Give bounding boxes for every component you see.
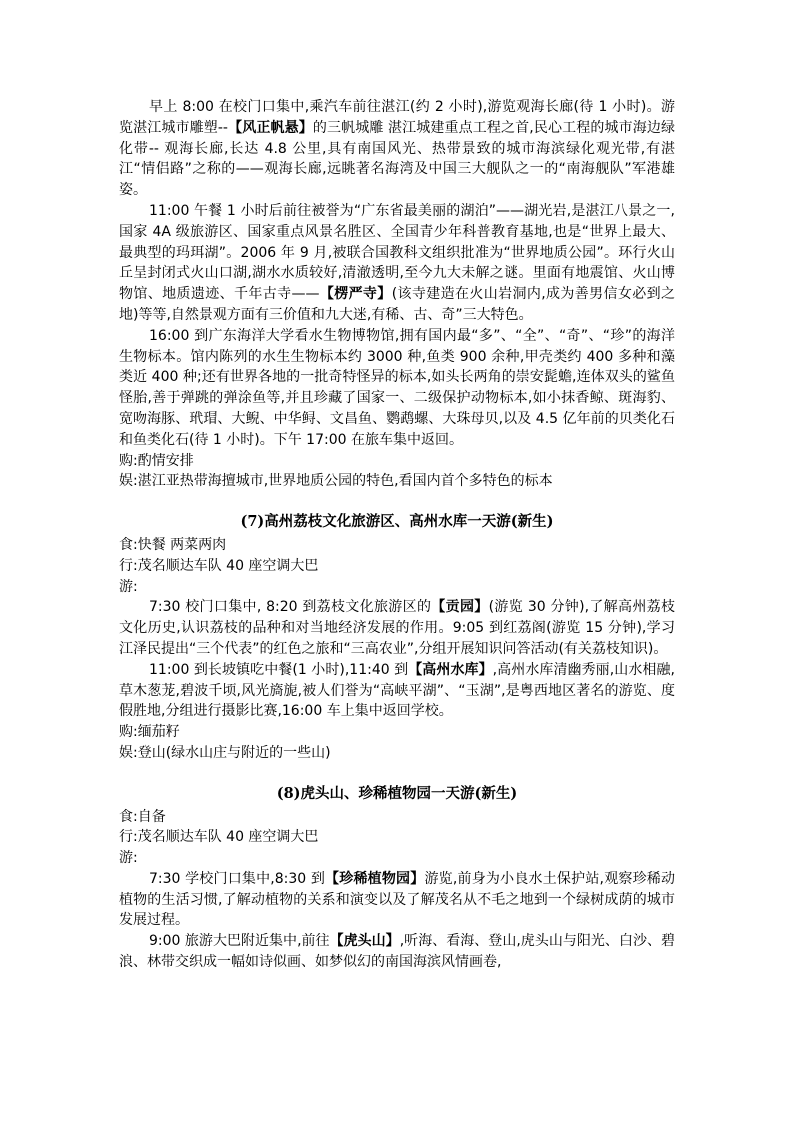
text: 11:00 午餐 1 小时后前往被誉为“广东省最美丽的湖泊”——湖光岩,是湛江八景之一,国家 4A 级旅游区、国家重点风景名胜区、全国青少年科普教育基地,也是“世界上最大、最典型的玛珥湖”。2006 年 9 月,被联合国教科文组织批准为“世界地质公园”。环行火山丘呈封闭式火山口湖,湖水水质较好,清澈透明,至今九大未解之谜。里面有地震馆、火山博物馆、地质遗迹、千年古寺—— — [119, 202, 675, 303]
text: 的三帆城雕 湛江城建重点工程之首,民心工程的城市海边绿化带-- 观海长廊,长达 4.8 公里,具有南国风光、热带景致的城市海滨绿化观光带,有湛江“情侣路”之称的——观海长廊,远眺著名海湾及中国三大舰队之一的“南海舰队”军港雄姿。 — [119, 119, 675, 199]
text: 游览,前身为小良水土保护站,观察珍稀动植物的生活习惯,了解动植物的关系和演变以及了解茂名从不毛之地到一个绿树成荫的城市发展过程。 — [119, 870, 675, 929]
shopping-line: 购:缅茄籽 — [119, 724, 180, 741]
entertainment-line: 娱:湛江亚热带海擅城市,世界地质公园的特色,看国内首个多特色的标本 — [119, 473, 553, 490]
text: 11:00 到长坡镇吃中餐(1 小时),11:40 到 — [149, 661, 409, 678]
travel-line: 行:茂名顺达车队 40 座空调大巴 — [119, 557, 319, 574]
paragraph-gongyuan — [119, 597, 675, 659]
paragraph-botanical-garden — [119, 869, 675, 931]
text: (游览 30 分钟),了解高州荔枝文化历史,认识荔枝的品种和对当地经济发展的作用。9:05 到红荔阁(游览 15 分钟),学习江泽民提出“三个代表”的红色之旅和“三高农业”,分组开展知识问答活动(有关荔枝知识)。 — [119, 599, 676, 657]
document-page — [119, 97, 675, 973]
text: ,听海、看海、登山,虎头山与阳光、白沙、碧浪、林带交织成一幅如诗似画、如梦似幻的南国海滨风情画卷, — [119, 933, 676, 971]
bracket-highlight: 【楞严寺】 — [319, 286, 392, 303]
text: 早上 8:00 在校门口集中,乘汽车前往湛江(约 2 小时),游览观海长廊(待 1 小时)。游览湛江城市雕塑-- — [119, 99, 675, 136]
text: 7:30 校门口集中, 8:20 到荔枝文化旅游区的 — [149, 599, 432, 616]
section-8-title: (8)虎头山、珍稀植物园一天游(新生) — [276, 784, 518, 802]
shopping-line: 购:酌情安排 — [119, 452, 194, 469]
bracket-highlight: 【风正帆悬】 — [227, 119, 313, 136]
bracket-highlight: 【虎头山】 — [329, 933, 400, 950]
paragraph-zhanjiang-morning — [119, 97, 675, 201]
section-7-title: (7)高州荔枝文化旅游区、高州水库一天游(新生) — [240, 513, 554, 531]
food-line: 食:自备 — [119, 808, 166, 825]
paragraph-hutoushan — [119, 931, 675, 973]
text: 7:30 学校门口集中,8:30 到 — [149, 870, 326, 887]
bracket-highlight: 【珍稀植物园】 — [325, 870, 425, 887]
bracket-highlight: 【高州水库】 — [408, 661, 493, 678]
text: 9:00 旅游大巴附近集中,前往 — [149, 933, 330, 950]
paragraph-reservoir — [119, 660, 675, 722]
text: (该寺建造在火山岩洞内,成为善男信女必到之地)等等,自然景观方面有三价值和九大迷,有稀、古、奇”三大特色。 — [119, 286, 676, 323]
food-line: 食:快餐 两菜两肉 — [119, 536, 227, 553]
paragraph-museum: 16:00 到广东海洋大学看水生物博物馆,拥有国内最“多”、“全”、“奇”、“珍”的海洋生物标本。馆内陈列的水生生物标本约 3000 种,鱼类 900 余种,甲壳类约 400 多种和藻类近 400 种;还有世界各地的一批奇特怪异的标本,如头长两角的崇安髭蟾,连体双头的鲨鱼怪胎,善于弹跳的弹涂鱼等,并且珍藏了国家一、二级保护动物标本,如小抹香鲸、斑海豹、宽吻海豚、玳瑁、大鲵、中华鲟、文昌鱼、鹦鹉螺、大珠母贝,以及 4.5 亿年前的贝类化石和鱼类化石(待 1 小时)。下午 17:00 在旅车集中返回。 — [119, 327, 675, 448]
tour-line: 游: — [119, 850, 138, 867]
entertainment-line: 娱:登山(绿水山庄与附近的一些山) — [119, 744, 331, 761]
paragraph-huguangyan — [119, 201, 675, 326]
tour-line: 游: — [119, 578, 138, 595]
text: ,高州水库清幽秀丽,山水相融,草木葱茏,碧波千顷,风光旖旎,被人们誉为“高峡平湖”、“玉湖”,是粤西地区著名的游览、度假胜地,分组进行摄影比赛,16:00 车上集中返回学校。 — [119, 661, 675, 720]
travel-line: 行:茂名顺达车队 40 座空调大巴 — [119, 829, 319, 846]
bracket-highlight: 【贡园】 — [431, 599, 489, 616]
